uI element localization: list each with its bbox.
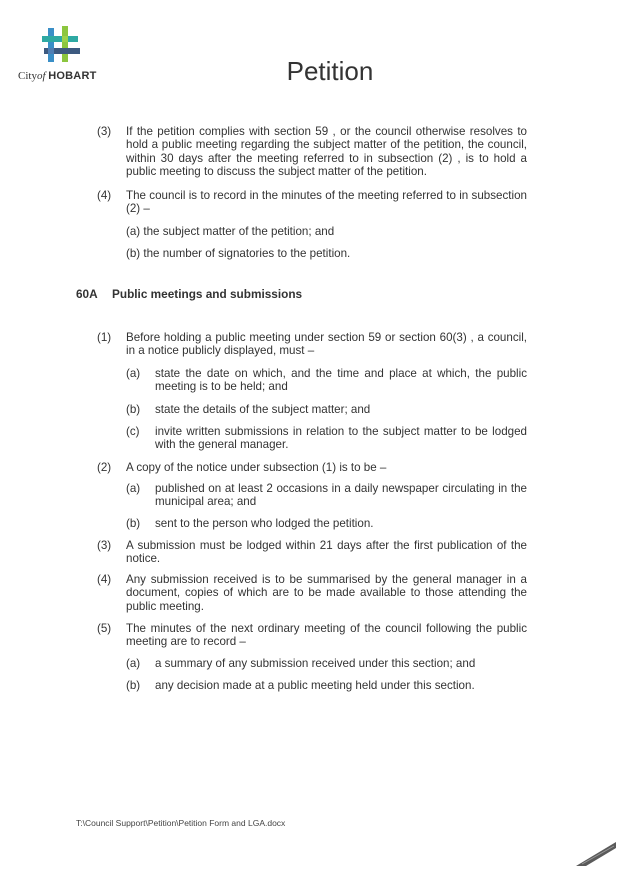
subclause-text: state the date on which, and the time and place at which, the public meeting is to be held; and bbox=[155, 367, 527, 394]
clause-text: A submission must be lodged within 21 days after the first publication of the notice. bbox=[126, 539, 527, 566]
subclause-letter: (b) bbox=[126, 679, 141, 692]
clause-text: Any submission received is to be summarised by the general manager in a document, copies of which are to be made available to those attending the public meeting. bbox=[126, 573, 527, 613]
subclause-letter: (a) bbox=[126, 657, 141, 670]
page-title: Petition bbox=[286, 56, 374, 86]
subclause-text: a summary of any submission received under this section; and bbox=[155, 657, 476, 670]
subclause-59-4-b: (b) the number of signatories to the petition. bbox=[126, 247, 351, 260]
subclause-text: any decision made at a public meeting held under this section. bbox=[155, 679, 475, 692]
clause-text: Before holding a public meeting under section 59 or section 60(3) , a council, in a notice publicly displayed, must – bbox=[126, 331, 527, 358]
logo-city: City bbox=[18, 70, 37, 82]
subclause-text: state the details of the subject matter; and bbox=[155, 403, 371, 416]
clause-number: (3) bbox=[97, 125, 112, 138]
subclause-59-4-a: (a) the subject matter of the petition; and bbox=[126, 225, 335, 238]
page-corner-decoration-icon bbox=[572, 840, 618, 868]
section-heading-60a bbox=[76, 287, 302, 301]
subclause-letter: (b) bbox=[126, 403, 141, 416]
clause-number: (2) bbox=[97, 461, 112, 474]
subclause-letter: (a) bbox=[126, 482, 141, 495]
clause-text: If the petition complies with section 59 , or the council otherwise resolves to hold a public meeting regarding the subject matter of the petition, the council, within 30 days after the meeting referred to in subsection (2) , is to hold a public meeting to discuss the subject matter of the petition. bbox=[126, 125, 527, 179]
clause-number: (5) bbox=[97, 622, 112, 635]
footer-file-path: T:\Council Support\Petition\Petition Form and LGA.docx bbox=[76, 818, 286, 828]
clause-number: (4) bbox=[97, 573, 112, 586]
subclause-letter: (a) bbox=[126, 367, 141, 380]
subclause-letter: (b) bbox=[126, 517, 141, 530]
clause-text: A copy of the notice under subsection (1) is to be – bbox=[126, 461, 387, 474]
section-title: Public meetings and submissions bbox=[112, 287, 303, 301]
city-of-hobart-logo bbox=[18, 26, 108, 88]
clause-text: The council is to record in the minutes of the meeting referred to in subsection (2) – bbox=[126, 189, 527, 216]
clause-number: (4) bbox=[97, 189, 112, 202]
subclause-text: invite written submissions in relation to the subject matter to be lodged with the general manager. bbox=[155, 425, 527, 452]
clause-number: (3) bbox=[97, 539, 112, 552]
subclause-text: sent to the person who lodged the petition. bbox=[155, 517, 374, 530]
logo-wordmark bbox=[18, 70, 108, 82]
clause-text: The minutes of the next ordinary meeting of the council following the public meeting are to record – bbox=[126, 622, 527, 649]
logo-of: of bbox=[36, 70, 46, 82]
hobart-logo-mark-icon bbox=[40, 26, 82, 66]
subclause-letter: (c) bbox=[126, 425, 140, 438]
subclause-text: published on at least 2 occasions in a daily newspaper circulating in the municipal area; and bbox=[155, 482, 527, 509]
section-number: 60A bbox=[76, 287, 98, 301]
clause-number: (1) bbox=[97, 331, 112, 344]
logo-hobart: HOBART bbox=[48, 70, 97, 82]
